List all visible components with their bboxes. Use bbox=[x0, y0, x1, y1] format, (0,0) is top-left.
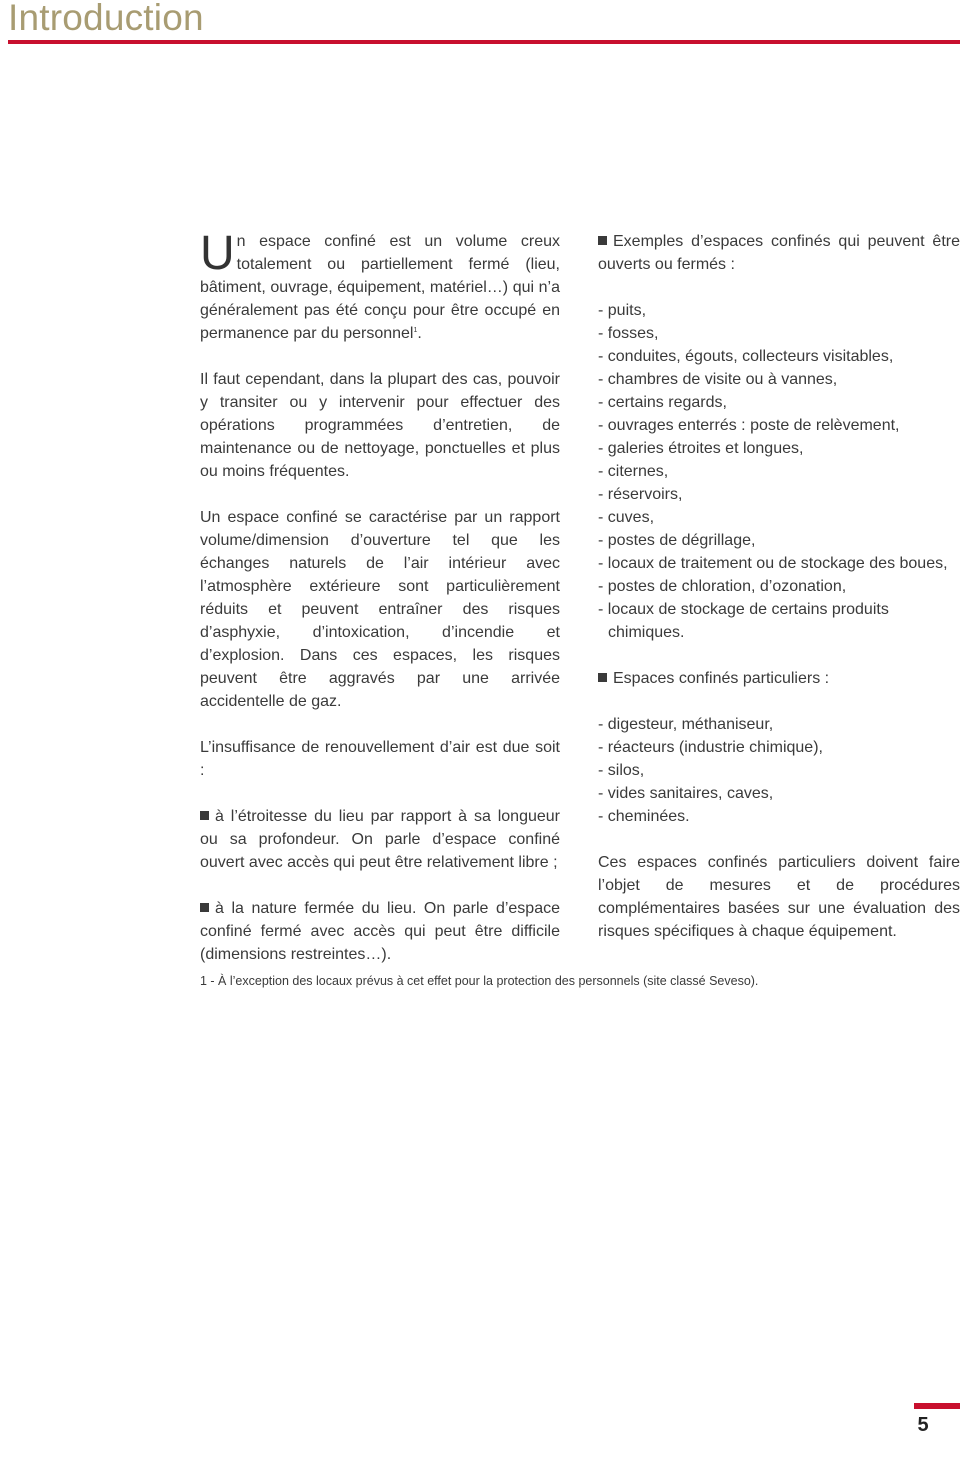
list-item: - certains regards, bbox=[598, 394, 727, 411]
bullet-text-2: à la nature fermée du lieu. On parle d’espace confiné fermé avec accès qui peut être difficile (dimensions restreintes…). bbox=[200, 900, 560, 963]
list-item: - vides sanitaires, caves, bbox=[598, 785, 774, 802]
list-item: - citernes, bbox=[598, 463, 669, 480]
footnote-number: 1 bbox=[200, 974, 207, 988]
paragraph-4: L’insuffisance de renouvellement d’air est due soit : bbox=[200, 739, 560, 779]
footnote-reference: 1 bbox=[413, 327, 418, 334]
list-item: - galeries étroites et longues, bbox=[598, 440, 804, 457]
drop-cap: U bbox=[200, 227, 235, 280]
list-item: - fosses, bbox=[598, 325, 659, 342]
footnote-text: - À l’exception des locaux prévus à cet effet pour la protection des personnels (site classé Seveso). bbox=[206, 974, 759, 988]
section1-heading-text: Exemples d’espaces confinés qui peuvent être ouverts ou fermés : bbox=[598, 233, 960, 273]
page-number-tab bbox=[914, 1403, 960, 1409]
list-item: - puits, bbox=[598, 302, 647, 319]
intro-text: n espace confiné est un volume creux totalement ou partiellement fermé (lieu, bâtiment, ouvrage, équipement, matériel…) qui n’a généralement pas été conçu pour être occupé en permanence par du personnel bbox=[200, 233, 560, 342]
list-item: - réservoirs, bbox=[598, 486, 683, 503]
section2-heading bbox=[598, 667, 960, 690]
paragraph-3: Un espace confiné se caractérise par un rapport volume/dimension d’ouverture tel que les échanges naturels de l’air intérieur avec l’atmosphère extérieure sont particulièrement réduits et peuvent entraîner des risques d’asphyxie, d’intoxication, d’incendie et d’explosion. Dans ces espaces, les risques peuvent être aggravés par une arrivée accidentelle de gaz. bbox=[200, 509, 560, 710]
section1-heading bbox=[598, 230, 960, 276]
right-column bbox=[598, 230, 960, 943]
page-title: Introduction bbox=[8, 0, 204, 38]
list-item: - postes de dégrillage, bbox=[598, 532, 756, 549]
list-item: - postes de chloration, d’ozonation, bbox=[598, 578, 847, 595]
list-item: - digesteur, méthaniseur, bbox=[598, 716, 774, 733]
bullet-item-2 bbox=[200, 897, 560, 966]
closing-paragraph: Ces espaces confinés particuliers doivent faire l’objet de mesures et de procédures complémentaires basées sur une évaluation des risques spécifiques à chaque équipement. bbox=[598, 854, 960, 940]
left-column bbox=[200, 227, 560, 966]
bullet-text-1: à l’étroitesse du lieu par rapport à sa longueur ou sa profondeur. On parle d’espace confiné ouvert avec accès qui peut être relativement libre ; bbox=[200, 808, 560, 871]
section2-heading-text: Espaces confinés particuliers : bbox=[613, 670, 830, 687]
section2-list bbox=[598, 713, 960, 828]
list-item: - cuves, bbox=[598, 509, 655, 526]
list-item: - locaux de stockage de certains produits chimiques. bbox=[598, 601, 889, 641]
list-item: - cheminées. bbox=[598, 808, 690, 825]
list-item: - réacteurs (industrie chimique), bbox=[598, 739, 823, 756]
paragraph-2: Il faut cependant, dans la plupart des cas, pouvoir y transiter ou y intervenir pour effectuer des opérations programmées d’entretien, de maintenance ou de nettoyage, ponctuelles et plus ou moins fréquentes. bbox=[200, 371, 560, 480]
list-item: - locaux de traitement ou de stockage des boues, bbox=[598, 555, 948, 572]
footnote bbox=[200, 973, 940, 990]
intro-paragraph bbox=[200, 227, 560, 345]
square-bullet-icon bbox=[598, 236, 607, 245]
list-item: - ouvrages enterrés : poste de relèvement, bbox=[598, 417, 900, 434]
bullet-item-1 bbox=[200, 805, 560, 874]
page-number: 5 bbox=[917, 1414, 929, 1436]
title-underline bbox=[8, 40, 960, 44]
list-item: - chambres de visite ou à vannes, bbox=[598, 371, 838, 388]
list-item: - silos, bbox=[598, 762, 645, 779]
section1-list bbox=[598, 299, 960, 644]
square-bullet-icon bbox=[598, 673, 607, 682]
square-bullet-icon bbox=[200, 811, 209, 820]
list-item: - conduites, égouts, collecteurs visitables, bbox=[598, 348, 894, 365]
square-bullet-icon bbox=[200, 903, 209, 912]
intro-end: . bbox=[417, 325, 422, 342]
